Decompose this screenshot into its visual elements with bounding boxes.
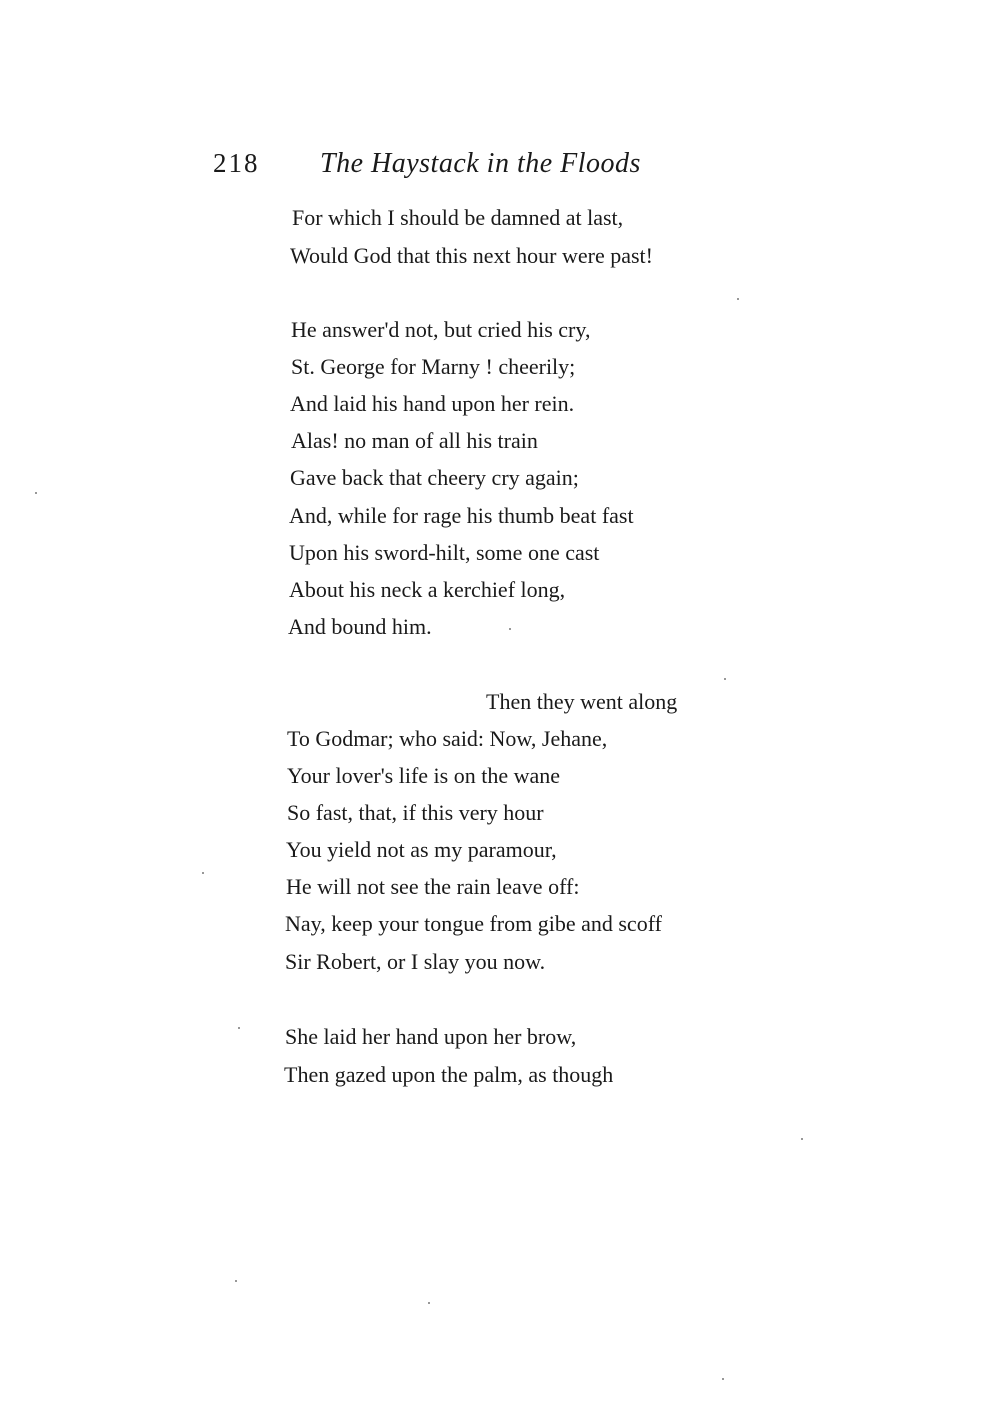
poem-line: And, while for rage his thumb beat fast [289,503,634,528]
poem-line: And bound him. [288,614,432,639]
poem-line: You yield not as my paramour, [286,837,557,862]
poem-line: Sir Robert, or I slay you now. [285,949,546,974]
poem-line: About his neck a kerchief long, [289,577,566,602]
page-header [213,148,733,188]
poem-line: She laid her hand upon her brow, [285,1024,577,1049]
poem-line: St. George for Marny ! cheerily; [291,354,576,379]
poem-line: Would God that this next hour were past! [290,243,653,268]
poem-line: Nay, keep your tongue from gibe and scoff [285,911,662,936]
scan-speck [238,1027,240,1029]
poem-line: Gave back that cheery cry again; [290,465,579,490]
poem-line: Then they went along [486,689,678,714]
poem-line: Alas! no man of all his train [291,428,538,453]
running-title: The Haystack in the Floods [320,148,641,179]
scan-speck [202,872,204,874]
poem-line: For which I should be damned at last, [292,205,624,230]
poem-line: He will not see the rain leave off: [286,874,580,899]
scan-speck [724,678,726,680]
scan-speck [737,298,739,300]
poem-line: And laid his hand upon her rein. [290,391,575,416]
scan-speck [801,1138,803,1140]
page-number: 218 [213,148,260,178]
poem-line: To Godmar; who said: Now, Jehane, [287,726,608,751]
scan-speck [722,1378,724,1380]
scan-speck [235,1280,237,1282]
poem-line: So fast, that, if this very hour [287,800,544,825]
poem-line: Your lover's life is on the wane [287,763,561,788]
poem-line: Then gazed upon the palm, as though [284,1062,614,1087]
scan-speck [509,628,511,630]
scan-speck [428,1302,430,1304]
poem-line: Upon his sword-hilt, some one cast [289,540,600,565]
scan-speck [35,492,37,494]
poem-line: He answer'd not, but cried his cry, [291,317,591,342]
